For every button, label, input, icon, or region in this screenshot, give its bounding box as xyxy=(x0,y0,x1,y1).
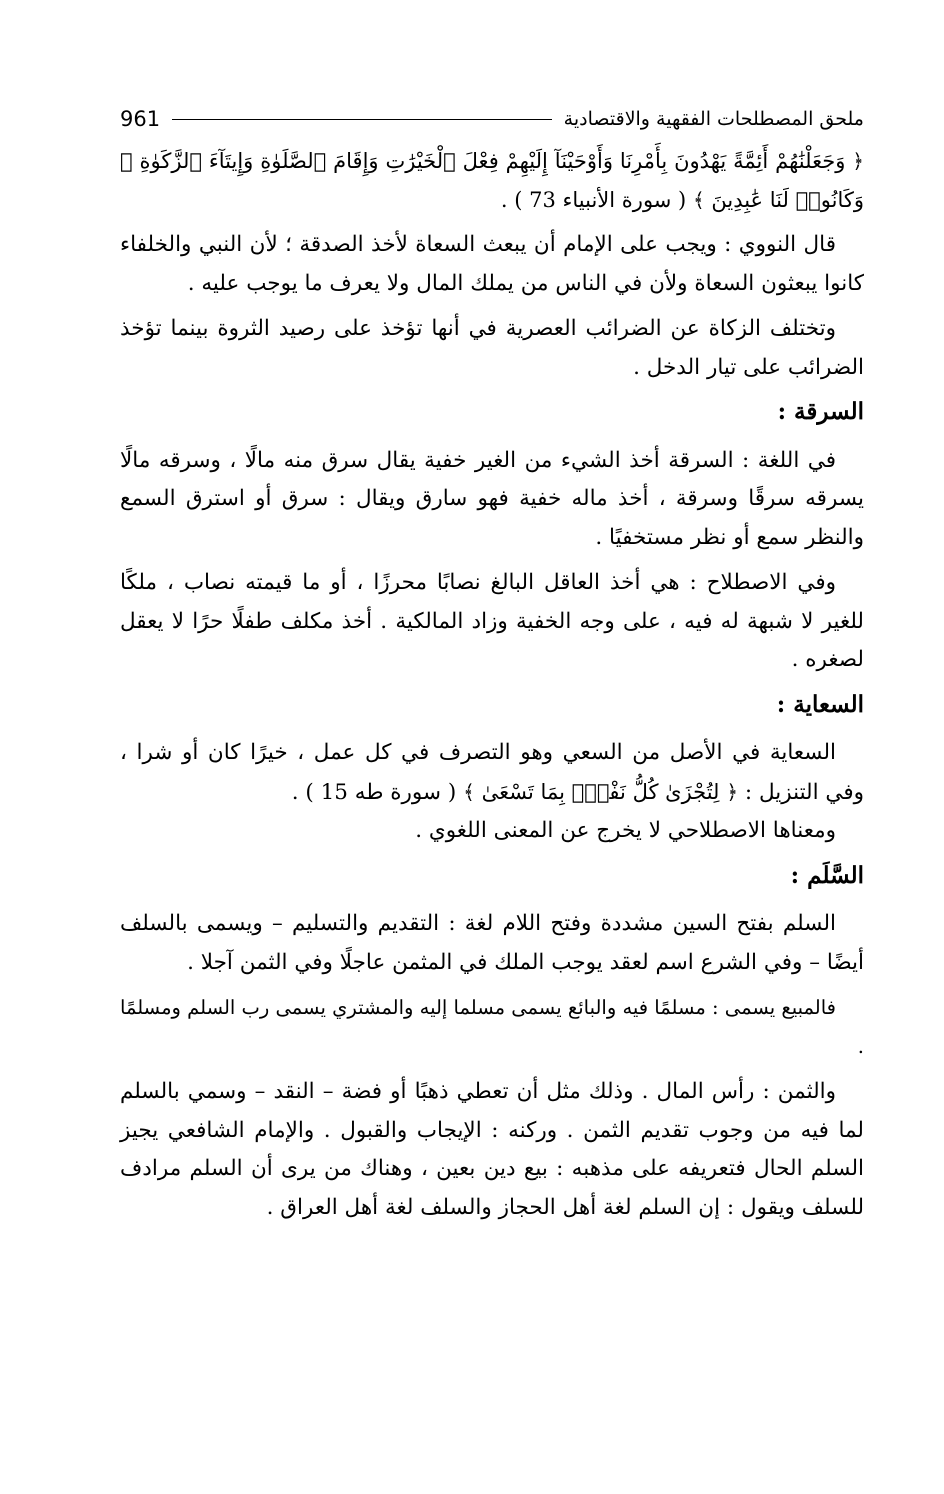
verse-open-bracket: ﴿ xyxy=(726,779,739,804)
paragraph-siaya-2: ومعناها الاصطلاحي لا يخرج عن المعنى اللغوي . xyxy=(415,818,836,843)
verse-open-bracket: ﴿ xyxy=(852,149,864,173)
paragraph-nawawi: قال النووي : ويجب على الإمام أن يبعث السعاة لأخذ الصدقة ؛ لأن النبي والخلفاء كانوا يبعثون السعاة ولأن في الناس من يملك المال ولا يعرف ما يوجب عليه . xyxy=(120,232,864,296)
verse-reference: ( سورة الأنبياء 73 ) . xyxy=(500,187,687,212)
paragraph-salam-1: السلم بفتح السين مشددة وفتح اللام لغة : التقديم والتسليم – ويسمى بالسلف أيضًا – وفي الشرع اسم لعقد يوجب الملك في المثمن عاجلًا وفي الثمن آجلا . xyxy=(120,911,864,975)
paragraph-siaya-1 xyxy=(120,734,864,812)
header-rule xyxy=(172,119,552,120)
verse-close-bracket: ﴾ xyxy=(463,779,475,804)
book-page xyxy=(120,102,864,1227)
verse-close-bracket: ﴾ xyxy=(692,187,705,212)
heading-sariqa: السرقة : xyxy=(777,398,864,425)
verse-text-taha: لِتُجْزَىٰ كُلُّ نَفْسٍۭ بِمَا تَسْعَىٰ xyxy=(481,779,720,804)
paragraph-salam-3: والثمن : رأس المال . وذلك مثل أن تعطي ذهبًا أو فضة – النقد – وسمي بالسلم لما فيه من وجوب تقديم الثمن . وركنه : الإيجاب والقبول . والإمام الشافعي يجيز السلم الحال فتعريفه على مذهبه : بيع دين بعين ، وهناك من يرى أن السلم مرادف للسلف ويقول : إن السلم لغة أهل الحجاز والسلف لغة أهل العراق . xyxy=(120,1079,864,1220)
heading-siaya: السعاية : xyxy=(776,690,864,718)
verse-reference-taha: ( سورة طه 15 ) . xyxy=(291,779,457,805)
siaya-text: السعاية في الأصل من السعي وهو التصرف في كل عمل ، خيرًا كان أو شرا ، وفي التنزيل : xyxy=(120,740,864,805)
heading-salam: السَّلَم : xyxy=(790,861,864,889)
verse-text: وَجَعَلْنَٰهُمْ أَئِمَّةً يَهْدُونَ بِأَمْرِنَا وَأَوْحَيْنَآ إِلَيْهِمْ فِعْلَ ٱلْخَيْرَٰتِ وَإِقَامَ ٱلصَّلَوٰةِ وَإِيتَآءَ ٱلزَّكَوٰةِ ۖ وَكَانُوا۟ لَنَا عَٰبِدِينَ xyxy=(120,149,864,212)
running-header xyxy=(120,102,864,136)
quran-verse-anbiya xyxy=(120,142,864,219)
header-title: ملحق المصطلحات الفقهية والاقتصادية xyxy=(563,108,864,130)
paragraph-zakat-tax: وتختلف الزكاة عن الضرائب العصرية في أنها تؤخذ على رصيد الثروة بينما تؤخذ الضرائب على تيار الدخل . xyxy=(120,316,864,380)
page-number: 961 xyxy=(120,107,161,131)
paragraph-sariqa-istilah: وفي الاصطلاح : هي أخذ العاقل البالغ نصابًا محرزًا ، أو ما قيمته نصاب ، ملكًا للغير لا شبهة له فيه ، على وجه الخفية وزاد المالكية . أخذ مكلف طفلًا حرًا لا يعقل لصغره . xyxy=(120,570,864,672)
paragraph-sariqa-lugha: في اللغة : السرقة أخذ الشيء من الغير خفية يقال سرق منه مالًا ، وسرقه مالًا يسرقه سرقًا وسرقة ، أخذ ماله خفية فهو سارق ويقال : سرق أو استرق السمع والنظر سمع أو نظر مستخفيًا . xyxy=(120,447,864,550)
paragraph-salam-2: فالمبيع يسمى : مسلمًا فيه والبائع يسمى مسلما إليه والمشتري يسمى رب السلم ومسلمًا . xyxy=(120,996,864,1058)
